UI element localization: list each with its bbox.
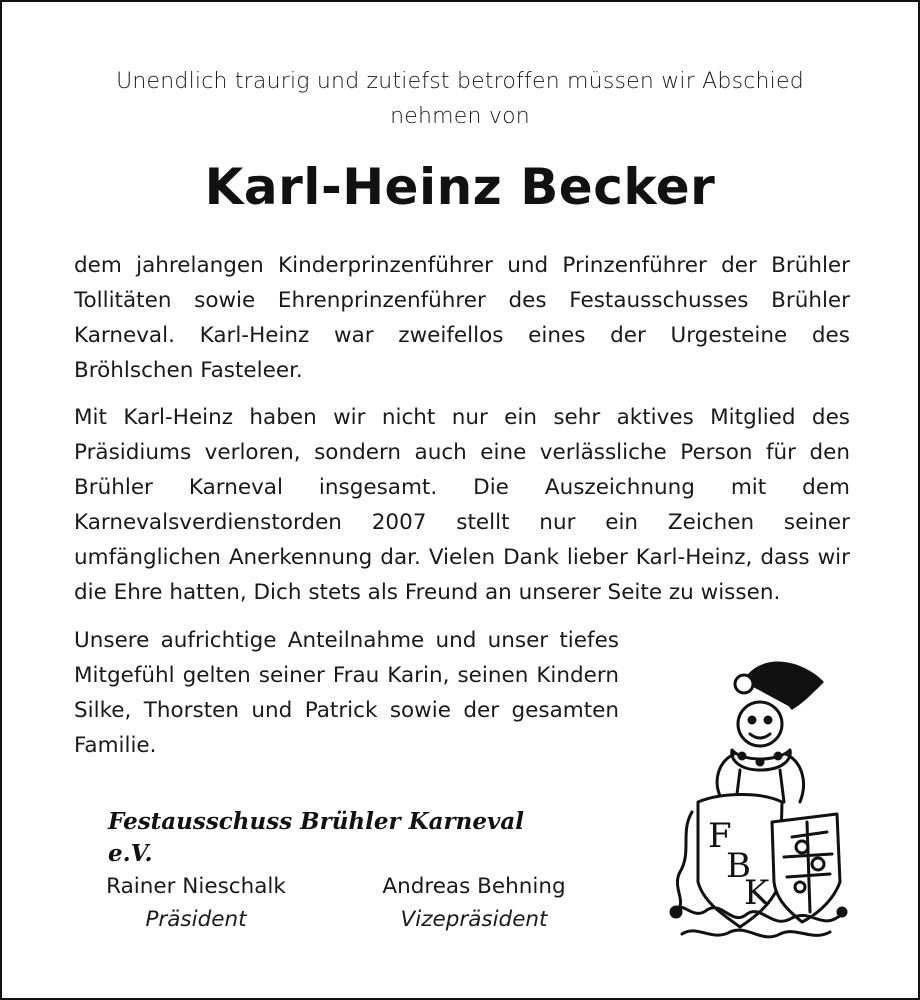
signatory-name: Andreas Behning: [382, 874, 566, 899]
logo-letter-k: K: [744, 873, 770, 913]
jester-crest-logo-icon: [652, 642, 862, 952]
logo-letter-b: B: [726, 846, 751, 886]
paragraph-condolences: Unsere aufrichtige Anteilnahme und unser tiefes Mitgefühl gelten seiner Frau Karin, seinen Kindern Silke, Thorsten und Patrick sowie der gesamten Familie.: [74, 628, 619, 758]
paragraph-gratitude: Mit Karl-Heinz haben wir nicht nur ein sehr aktives Mitglied des Präsidiums verloren, sondern auch eine verlässliche Person für den Brühler Karneval insgesamt. Die Auszeichnung mit dem Karnevalsverdienstorden 2007 stellt nur ein Zeichen seiner umfänglichen Anerkennung dar. Vielen Dank lieber Karl-Heinz, dass wir die Ehre hatten, Dich stets als Freund an unserer Seite zu wissen.: [74, 405, 850, 605]
signatory-role: Vizepräsident: [400, 907, 548, 932]
intro-line-2: nehmen von: [390, 104, 530, 129]
signatory-vice-president: [344, 870, 604, 936]
deceased-name: Karl-Heinz Becker: [204, 158, 716, 216]
signatory-president: [66, 870, 326, 936]
paragraph-tribute: dem jahrelangen Kinderprinzenführer und Prinzenführer der Brühler Tollitäten sowie Ehrenprinzenführer des Festausschusses Brühler Karneval. Karl-Heinz war zweifellos eines der Urgesteine des Bröhlschen Fasteleer.: [74, 253, 850, 383]
intro-line-1: Unendlich traurig und zutiefst betroffen müssen wir Abschied: [116, 69, 804, 94]
intro-text: [62, 64, 858, 134]
organization-name: Festausschuss Brühler Karneval e.V.: [108, 808, 525, 867]
signatory-role: Präsident: [145, 907, 247, 932]
logo-letter-f: F: [708, 816, 732, 856]
signatory-name: Rainer Nieschalk: [106, 874, 286, 899]
